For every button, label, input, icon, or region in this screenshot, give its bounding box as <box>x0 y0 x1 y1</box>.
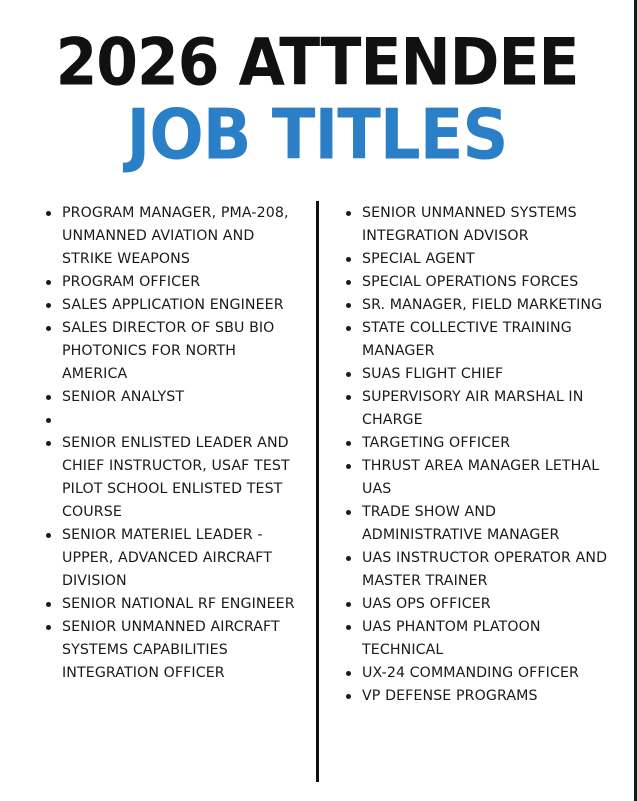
job-title: SPECIAL AGENT <box>362 251 475 267</box>
job-title: SPECIAL OPERATIONS FORCES <box>362 274 579 290</box>
list-item <box>343 271 618 294</box>
bullet-icon <box>46 625 51 630</box>
bullet-icon <box>46 602 51 607</box>
list-item <box>43 593 305 616</box>
bullet-icon <box>346 441 351 446</box>
job-title-list-right <box>343 202 618 708</box>
bullet-icon <box>346 257 351 262</box>
list-item <box>343 386 618 432</box>
bullet-icon <box>346 395 351 400</box>
list-item <box>343 202 618 248</box>
list-item <box>343 593 618 616</box>
list-item <box>43 386 305 409</box>
job-title: UAS INSTRUCTOR OPERATOR AND MASTER TRAINER <box>362 550 608 589</box>
list-item <box>343 685 618 708</box>
bullet-icon <box>346 372 351 377</box>
list-item <box>343 501 618 547</box>
job-title: UX-24 COMMANDING OFFICER <box>362 665 579 681</box>
job-title: SENIOR UNMANNED AIRCRAFT SYSTEMS CAPABILITIES INTEGRATION OFFICER <box>62 619 280 681</box>
list-item <box>343 363 618 386</box>
job-title: PROGRAM MANAGER, PMA-208, UNMANNED AVIATION AND STRIKE WEAPONS <box>62 205 289 267</box>
job-title: SENIOR ANALYST <box>62 389 185 405</box>
bullet-icon <box>346 211 351 216</box>
bullet-icon <box>346 602 351 607</box>
job-title: UAS PHANTOM PLATOON TECHNICAL <box>362 619 541 658</box>
bullet-icon <box>346 464 351 469</box>
bullet-icon <box>346 694 351 699</box>
list-item <box>343 547 618 593</box>
job-title-list-left <box>43 202 305 685</box>
bullet-icon <box>346 303 351 308</box>
job-title: TARGETING OFFICER <box>362 435 511 451</box>
list-item <box>43 409 305 432</box>
list-item <box>343 317 618 363</box>
list-item <box>343 662 618 685</box>
list-item <box>43 202 305 271</box>
column-divider <box>316 201 319 782</box>
list-item <box>43 616 305 685</box>
list-item <box>43 271 305 294</box>
bullet-icon <box>46 326 51 331</box>
job-title: SENIOR MATERIEL LEADER - UPPER, ADVANCED AIRCRAFT DIVISION <box>62 527 273 589</box>
job-title: PROGRAM OFFICER <box>62 274 201 290</box>
list-item <box>343 248 618 271</box>
job-title: VP DEFENSE PROGRAMS <box>362 688 538 704</box>
list-item <box>43 524 305 593</box>
job-title: SUPERVISORY AIR MARSHAL IN CHARGE <box>362 389 584 428</box>
bullet-icon <box>46 280 51 285</box>
page-subtitle: JOB TITLES <box>126 96 508 176</box>
list-item <box>43 317 305 386</box>
bullet-icon <box>346 671 351 676</box>
page-title: 2026 ATTENDEE <box>55 25 579 101</box>
bullet-icon <box>46 303 51 308</box>
list-item <box>343 294 618 317</box>
list-item <box>43 294 305 317</box>
bullet-icon <box>46 418 51 423</box>
list-item <box>343 616 618 662</box>
bullet-icon <box>346 556 351 561</box>
bullet-icon <box>346 625 351 630</box>
bullet-icon <box>346 326 351 331</box>
bullet-icon <box>346 510 351 515</box>
job-title: SENIOR ENLISTED LEADER AND CHIEF INSTRUCTOR, USAF TEST PILOT SCHOOL ENLISTED TEST COURSE <box>62 435 290 520</box>
bullet-icon <box>46 441 51 446</box>
bullet-icon <box>46 395 51 400</box>
job-title: SR. MANAGER, FIELD MARKETING <box>362 297 603 313</box>
list-item <box>343 432 618 455</box>
list-item <box>43 432 305 524</box>
list-item <box>343 455 618 501</box>
job-title: SENIOR NATIONAL RF ENGINEER <box>62 596 295 612</box>
job-title: SENIOR UNMANNED SYSTEMS INTEGRATION ADVISOR <box>362 205 577 244</box>
job-title: UAS OPS OFFICER <box>362 596 491 612</box>
job-title: STATE COLLECTIVE TRAINING MANAGER <box>362 320 572 359</box>
job-title: TRADE SHOW AND ADMINISTRATIVE MANAGER <box>362 504 560 543</box>
bullet-icon <box>46 533 51 538</box>
job-title: SUAS FLIGHT CHIEF <box>362 366 504 382</box>
job-title: SALES APPLICATION ENGINEER <box>62 297 284 313</box>
job-title: SALES DIRECTOR OF SBU BIO PHOTONICS FOR NORTH AMERICA <box>62 320 275 382</box>
job-title: THRUST AREA MANAGER LETHAL UAS <box>362 458 600 497</box>
bullet-icon <box>346 280 351 285</box>
bullet-icon <box>46 211 51 216</box>
